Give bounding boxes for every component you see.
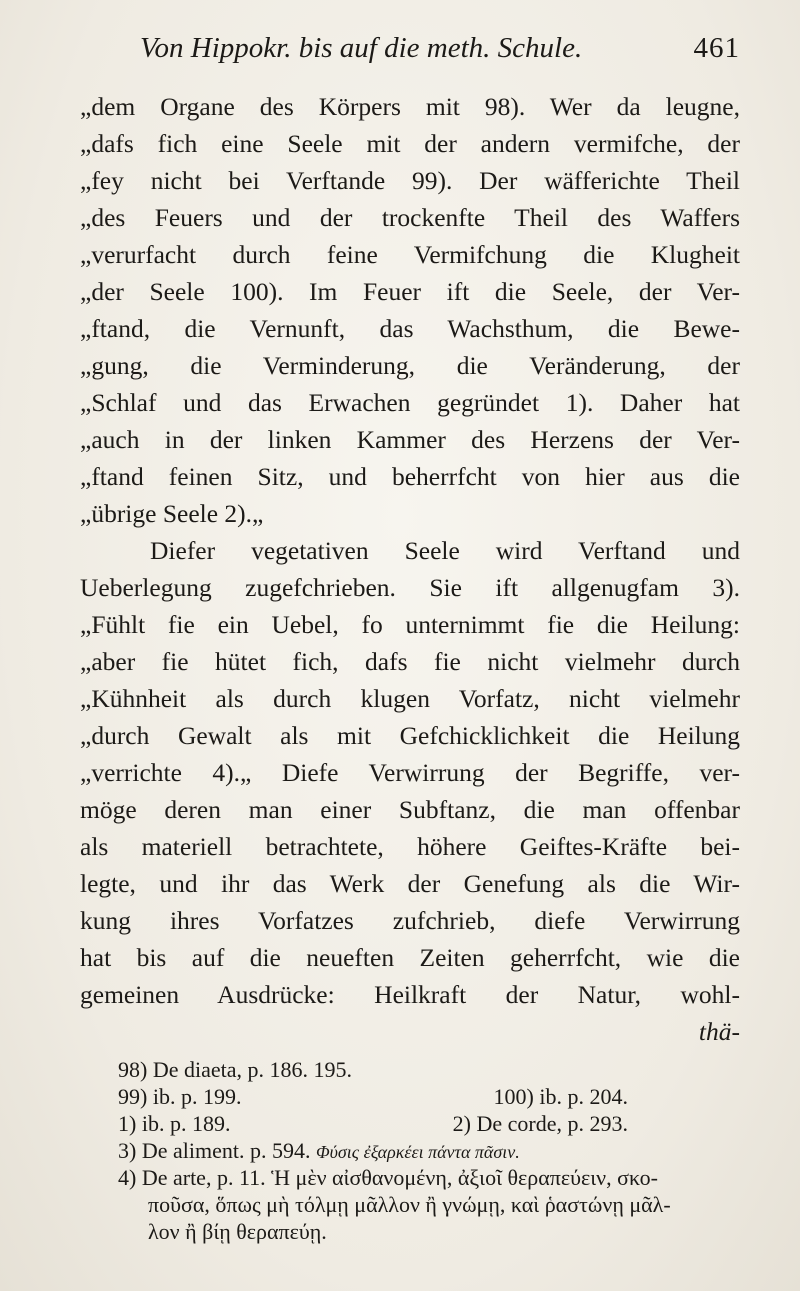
text-line: gemeinen Ausdrücke: Heilkraft der Natur, wohl- — [80, 980, 740, 1009]
text-line: „der Seele 100). Im Feuer ift die Seele, der Ver- — [80, 277, 740, 306]
text-line: „gung, die Verminderung, die Veränderung, der — [80, 351, 740, 380]
footnote-3-greek-quote: Φύσις ἐξαρκέει πάντα πᾶσιν. — [315, 1142, 520, 1162]
footnote-4: 4) De arte, p. 11. Ἡ μὲν αἰσθανομένη, ἀξιοῖ θεραπεύειν, σκο- — [118, 1165, 658, 1190]
running-header — [140, 32, 740, 72]
text-line: „ftand, die Vernunft, das Wachsthum, die Bewe- — [80, 314, 740, 343]
text-line: „Schlaf und das Erwachen gegründet 1). Daher hat — [80, 388, 740, 417]
text-line: möge deren man einer Subftanz, die man offenbar — [80, 795, 740, 824]
footnote-98: 98) De diaeta, p. 186. 195. — [118, 1057, 352, 1082]
footnote-3 — [118, 1137, 748, 1164]
page-number: 461 — [693, 32, 740, 64]
main-text — [80, 88, 740, 1050]
text-line: „übrige Seele 2).„ — [80, 499, 264, 528]
text-line: „fey nicht bei Verftande 99). Der wäfferichte Theil — [80, 166, 740, 195]
text-line: „verurfacht durch feine Vermifchung die Klugheit — [80, 240, 740, 269]
footnote-99: 99) ib. p. 199. — [118, 1084, 242, 1109]
footnotes — [118, 1056, 748, 1245]
text-line: als materiell betrachtete, höhere Geiftes-Kräfte bei- — [80, 832, 740, 861]
text-line: „aber fie hütet fich, dafs fie nicht vielmehr durch — [80, 647, 740, 676]
footnote-2: 2) De corde, p. 293. — [452, 1111, 628, 1136]
text-line: „ftand feinen Sitz, und beherrfcht von hier aus die — [80, 462, 740, 491]
text-line: „dafs fich eine Seele mit der andern vermifche, der — [80, 129, 740, 158]
text-line: „Kühnheit als durch klugen Vorfatz, nicht vielmehr — [80, 684, 740, 713]
text-line: „des Feuers und der trockenfte Theil des Waffers — [80, 203, 740, 232]
text-line: „verrichte 4).„ Diefe Verwirrung der Begriffe, ver- — [80, 758, 740, 787]
footnote-3-citation: 3) De aliment. p. 594. — [118, 1138, 311, 1163]
footnote-100: 100) ib. p. 204. — [493, 1084, 628, 1109]
running-title: Von Hippokr. bis auf die meth. Schule. — [140, 32, 583, 64]
footnote-4-continuation: λον ἢ βίῃ θεραπεύῃ. — [148, 1219, 327, 1244]
text-line: kung ihres Vorfatzes zufchrieb, diefe Verwirrung — [80, 906, 740, 935]
text-line: „durch Gewalt als mit Gefchicklichkeit die Heilung — [80, 721, 740, 750]
footnote-row — [118, 1110, 628, 1137]
footnote-1: 1) ib. p. 189. — [118, 1111, 231, 1136]
footnote-4-continuation: ποῦσα, ὅπως μὴ τόλμῃ μᾶλλον ἢ γνώμῃ, καὶ ῥαστώνῃ μᾶλ- — [148, 1192, 671, 1217]
text-line: „auch in der linken Kammer des Herzens der Ver- — [80, 425, 740, 454]
paragraph-start-line: Diefer vegetativen Seele wird Verftand und — [150, 536, 740, 565]
text-line: „dem Organe des Körpers mit 98). Wer da leugne, — [80, 92, 740, 121]
text-line: hat bis auf die neueften Zeiten geherrfcht, wie die — [80, 943, 740, 972]
text-line: „Fühlt fie ein Uebel, fo unternimmt fie die Heilung: — [80, 610, 740, 639]
catchword: thä- — [698, 1017, 740, 1046]
footnote-row — [118, 1083, 628, 1110]
text-line: Ueberlegung zugefchrieben. Sie ift allgenugfam 3). — [80, 573, 740, 602]
text-line: legte, und ihr das Werk der Genefung als die Wir- — [80, 869, 740, 898]
